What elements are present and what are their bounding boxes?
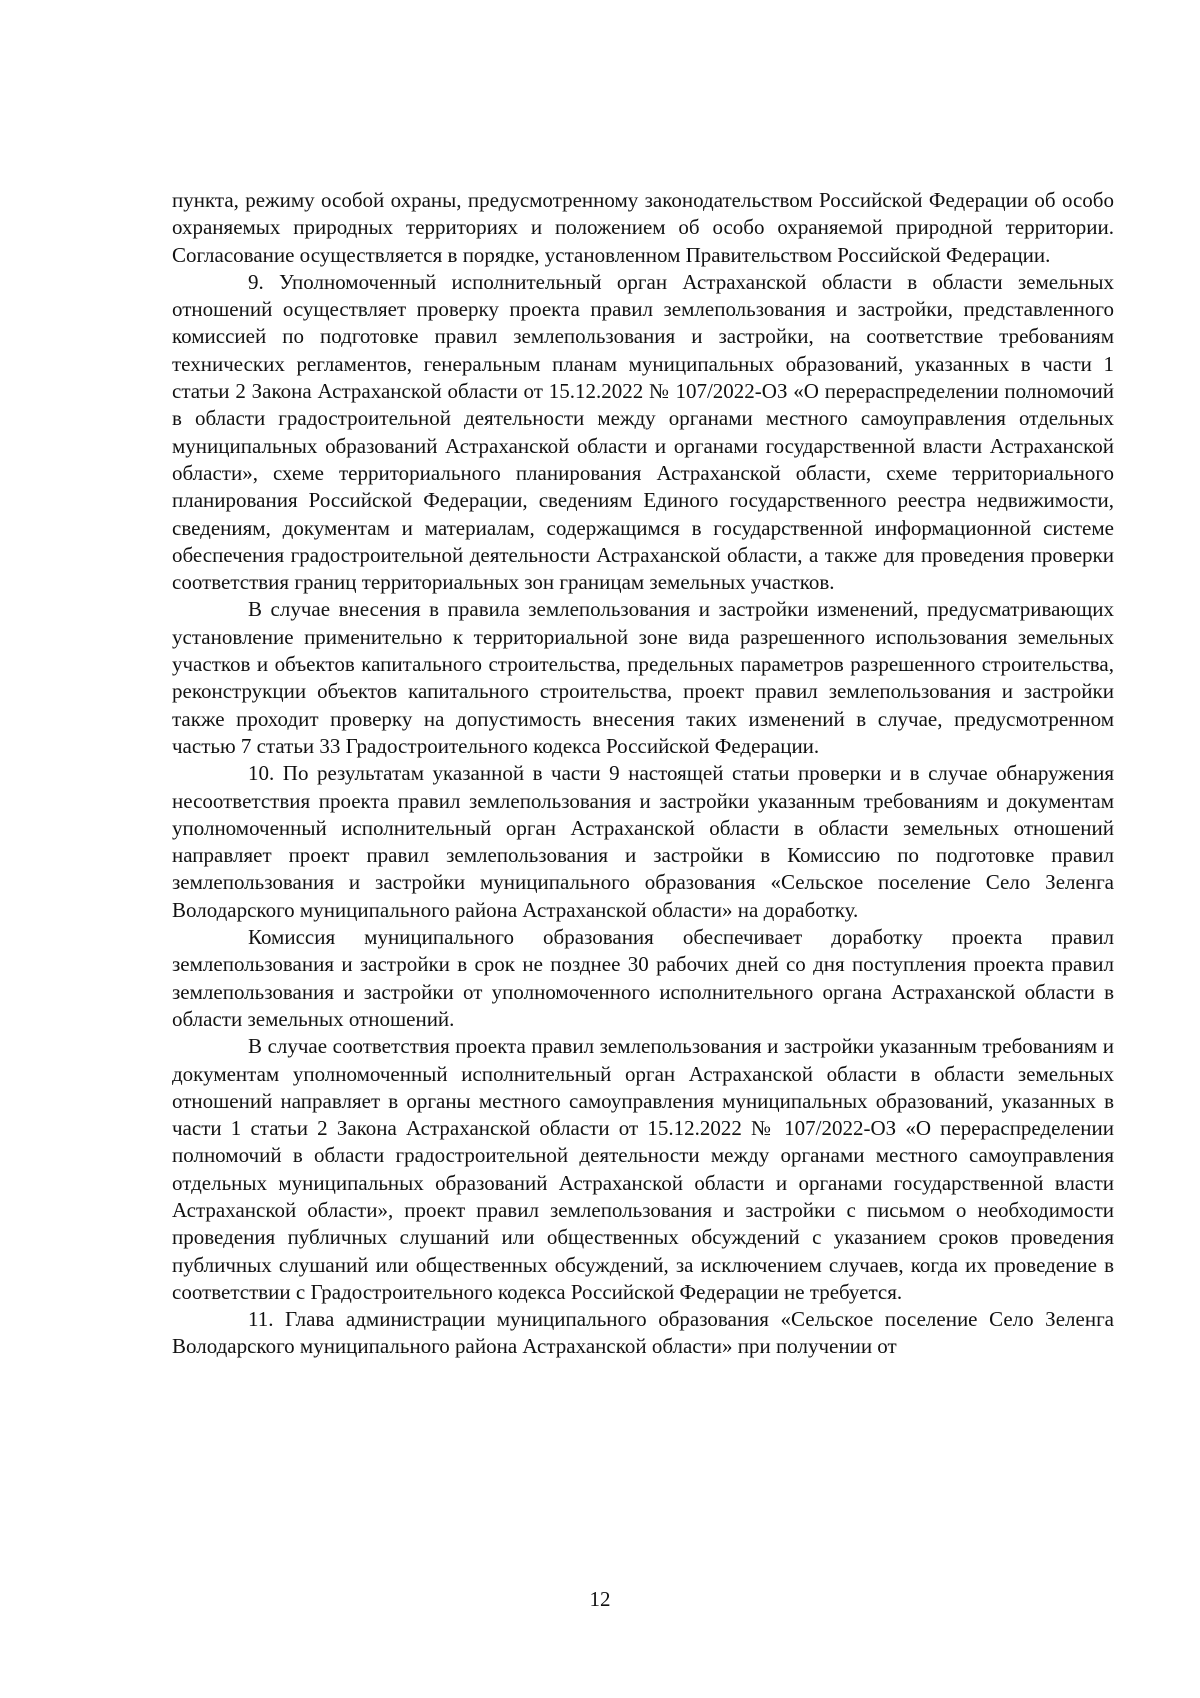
paragraph-commission-revision: Комиссия муниципального образования обеспечивает доработку проекта правил землепользования и застройки в срок не позднее 30 рабочих дней со дня поступления проекта правил землепользования и застройки от уполномоченного исполнительного органа Астраханской области в области земельных отношений.	[172, 925, 1114, 1031]
paragraph-item-10: 10. По результатам указанной в части 9 настоящей статьи проверки и в случае обнаружения несоответствия проекта правил землепользования и застройки указанным требованиям и документам уполномоченный исполнительный орган Астраханской области в области земельных отношений направляет проект правил землепользования и застройки в Комиссию по подготовке правил землепользования и застройки муниципального образования «Сельское поселение Село Зеленга Володарского муниципального района Астраханской области» на доработку.	[172, 761, 1114, 922]
paragraph-compliance-case: В случае соответствия проекта правил землепользования и застройки указанным требованиям и документам уполномоченный исполнительный орган Астраханской области в области земельных отношений направляет в органы местного самоуправления муниципальных образований, указанных в части 1 статьи 2 Закона Астраханской области от 15.12.2022 № 107/2022-ОЗ «О перераспределении полномочий в области градостроительной деятельности между органами местного самоуправления отдельных муниципальных образований Астраханской области и органами государственной власти Астраханской области», проект правил землепользования и застройки с письмом о необходимости проведения публичных слушаний или общественных обсуждений с указанием сроков проведения публичных слушаний или общественных обсуждений, за исключением случаев, когда их проведение в соответствии с Градостроительного кодекса Российской Федерации не требуется.	[172, 1034, 1114, 1304]
paragraph-item-11: 11. Глава администрации муниципального образования «Сельское поселение Село Зеленга Володарского муниципального района Астраханской области» при получении от	[172, 1307, 1114, 1359]
document-body	[172, 187, 1114, 1361]
paragraph-continuation: пункта, режиму особой охраны, предусмотренному законодательством Российской Федерации об особо охраняемых природных территориях и положением об особо охраняемой природной территории. Согласование осуществляется в порядке, установленном Правительством Российской Федерации.	[172, 188, 1114, 267]
page-number: 12	[589, 1587, 611, 1611]
paragraph-item-9: 9. Уполномоченный исполнительный орган Астраханской области в области земельных отношений осуществляет проверку проекта правил землепользования и застройки, представленного комиссией по подготовке правил землепользования и застройки, на соответствие требованиям технических регламентов, генеральным планам муниципальных образований, указанных в части 1 статьи 2 Закона Астраханской области от 15.12.2022 № 107/2022-ОЗ «О перераспределении полномочий в области градостроительной деятельности между органами местного самоуправления отдельных муниципальных образований Астраханской области и органами государственной власти Астраханской области», схеме территориального планирования Астраханской области, схеме территориального планирования Российской Федерации, сведениям Единого государственного реестра недвижимости, сведениям, документам и материалам, содержащимся в государственной информационной системе обеспечения градостроительной деятельности Астраханской области, а также для проведения проверки соответствия границ территориальных зон границам земельных участков.	[172, 269, 1114, 595]
paragraph-amendments-check: В случае внесения в правила землепользования и застройки изменений, предусматривающих установление применительно к территориальной зоне вида разрешенного использования земельных участков и объектов капитального строительства, предельных параметров разрешенного строительства, реконструкции объектов капитального строительства, проект правил землепользования и застройки также проходит проверку на допустимость внесения таких изменений в случае, предусмотренном частью 7 статьи 33 Градостроительного кодекса Российской Федерации.	[172, 597, 1114, 758]
